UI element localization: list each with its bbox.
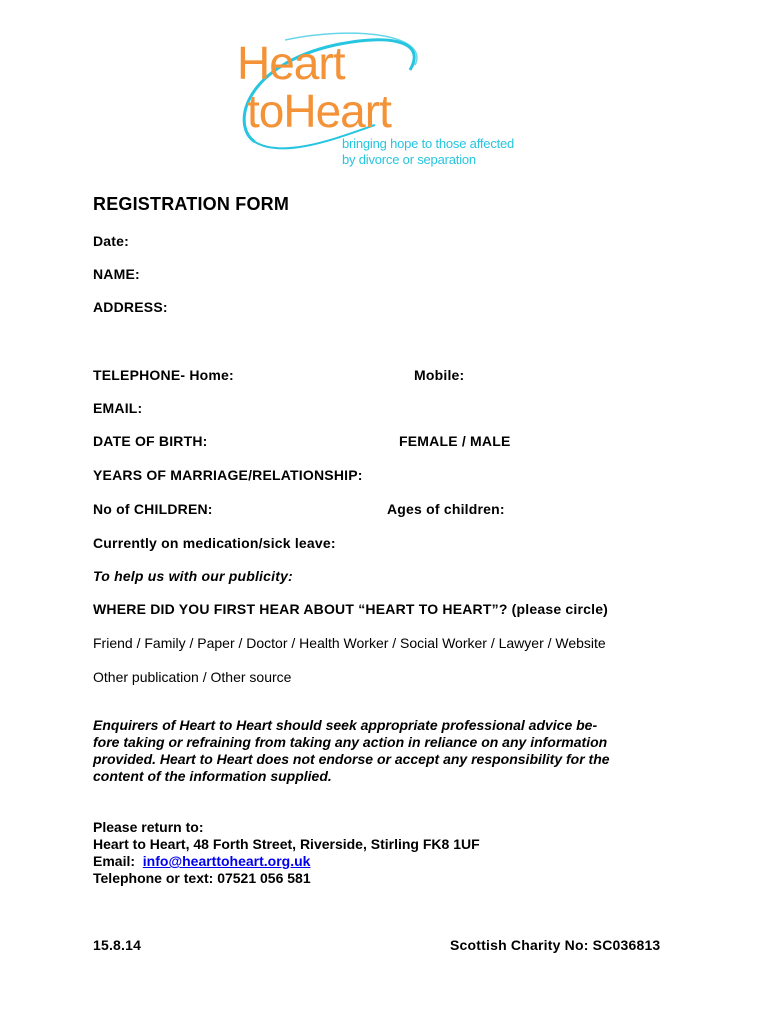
footer-date: 15.8.14 (93, 937, 142, 953)
source-options-line-1: Friend / Family / Paper / Doctor / Health Worker / Social Worker / Lawyer / Website (93, 635, 606, 651)
logo-word-toheart: toHeart (247, 85, 391, 137)
email-link[interactable]: info@hearttoheart.org.uk (142, 853, 311, 869)
disclaimer-text (93, 717, 683, 785)
telephone-home-label: TELEPHONE- Home: (93, 367, 234, 383)
ages-of-children-label: Ages of children: (387, 501, 505, 517)
source-options-line-2: Other publication / Other source (93, 669, 292, 685)
logo-word-heart: Heart (237, 37, 345, 89)
tagline-line-2: by divorce or separation (342, 152, 476, 167)
mobile-label: Mobile: (414, 367, 465, 383)
disclaimer-line-2: fore taking or refraining from taking any action in reliance on any information (93, 734, 608, 750)
return-telephone: Telephone or text: 07521 056 581 (93, 870, 311, 886)
medication-label: Currently on medication/sick leave: (93, 535, 336, 551)
date-label: Date: (93, 233, 130, 249)
address-label: ADDRESS: (93, 299, 168, 315)
number-of-children-label: No of CHILDREN: (93, 501, 213, 517)
return-heading: Please return to: (93, 819, 204, 835)
heart-to-heart-logo (225, 30, 545, 175)
tagline-line-1: bringing hope to those affected (342, 136, 515, 151)
charity-number: Scottish Charity No: SC036813 (450, 937, 661, 953)
name-label: NAME: (93, 266, 140, 282)
where-heard-question: WHERE DID YOU FIRST HEAR ABOUT “HEART TO HEART”? (please circle) (93, 601, 609, 617)
page-title: REGISTRATION FORM (93, 194, 290, 214)
publicity-label: To help us with our publicity: (93, 568, 293, 584)
logo-tagline (342, 136, 514, 168)
disclaimer-line-1: Enquirers of Heart to Heart should seek appropriate professional advice be- (93, 717, 598, 733)
gender-options: FEMALE / MALE (399, 433, 511, 449)
disclaimer-line-3: provided. Heart to Heart does not endorse or accept any responsibility for the (93, 751, 610, 767)
return-email-row (93, 853, 480, 870)
return-address: Heart to Heart, 48 Forth Street, Riverside, Stirling FK8 1UF (93, 836, 480, 852)
disclaimer-line-4: content of the information supplied. (93, 768, 332, 784)
date-of-birth-label: DATE OF BIRTH: (93, 433, 208, 449)
email-label: EMAIL: (93, 400, 143, 416)
years-of-marriage-label: YEARS OF MARRIAGE/RELATIONSHIP: (93, 467, 363, 483)
return-email-label: Email: (93, 853, 136, 869)
return-info (93, 819, 480, 887)
